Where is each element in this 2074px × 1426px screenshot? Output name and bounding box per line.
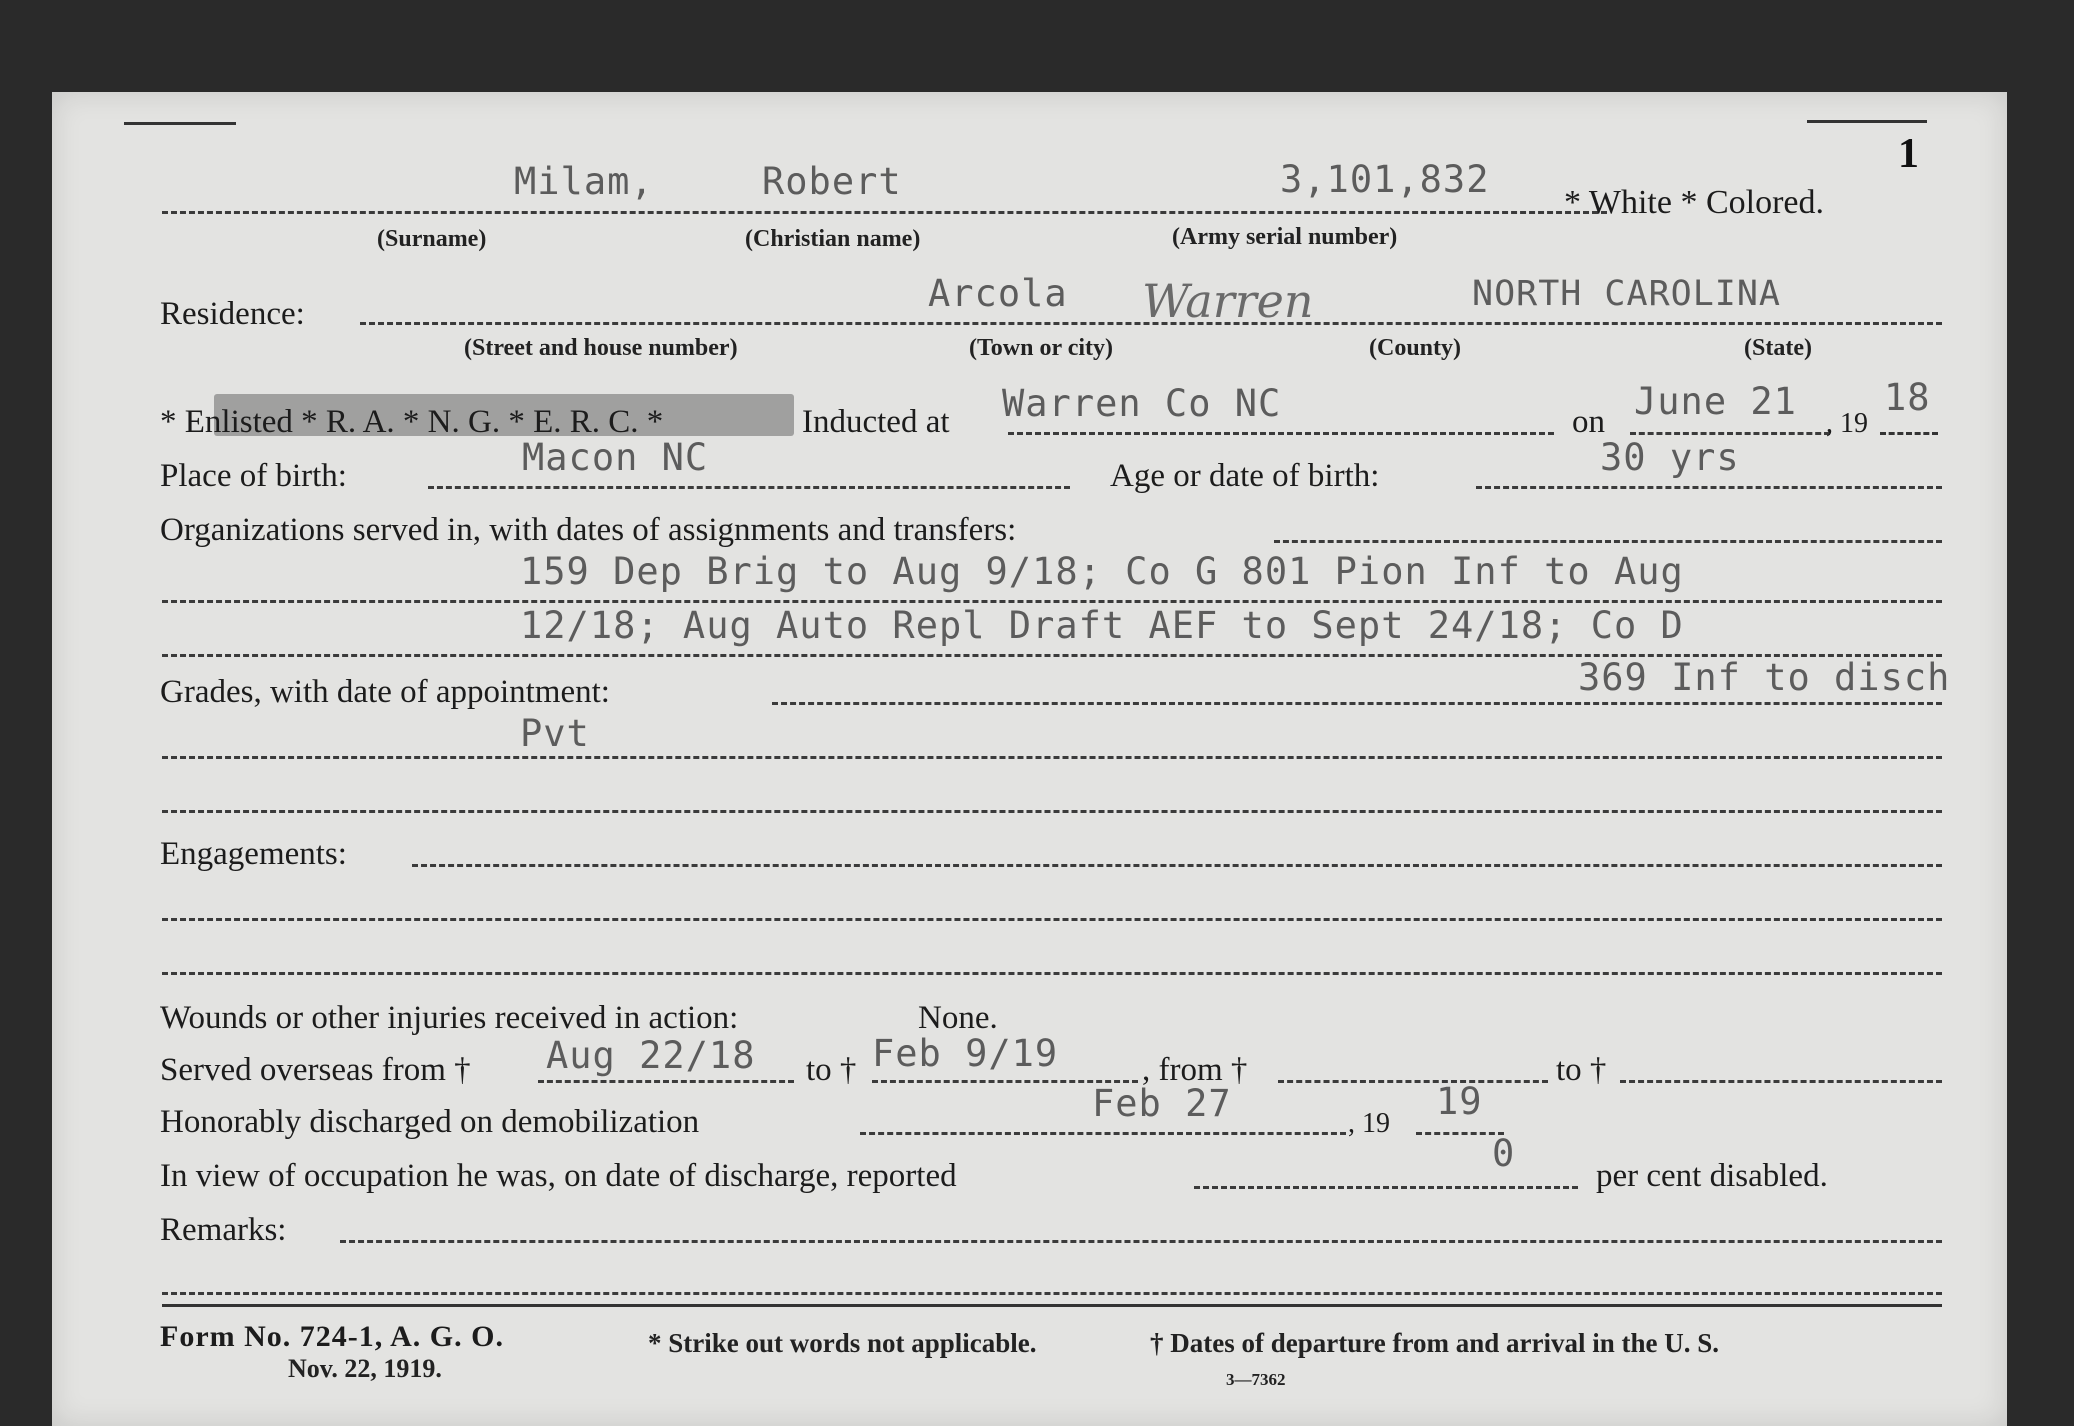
top-left-rule (124, 122, 236, 125)
disabled-percent-value: 0 (1492, 1132, 1516, 1175)
grades-label: Grades, with date of appointment: (160, 674, 610, 710)
on-label: on (1572, 404, 1605, 440)
grades-line-2 (162, 810, 1942, 813)
residence-town: Arcola (928, 272, 1068, 315)
serial-number-value: 3,101,832 (1280, 158, 1490, 201)
engagements-line-1 (162, 918, 1942, 921)
residence-label: Residence: (160, 296, 305, 332)
wounds-value: None. (918, 1000, 998, 1036)
occupation-label: In view of occupation he was, on date of discharge, reported (160, 1158, 957, 1194)
age-label: Age or date of birth: (1110, 458, 1380, 494)
inducted-year-value: 18 (1884, 376, 1931, 419)
street-caption: (Street and house number) (464, 335, 738, 361)
inducted-date-line (1630, 432, 1830, 435)
overseas-from-line (538, 1080, 794, 1083)
organizations-entry-2: 12/18; Aug Auto Repl Draft AEF to Sept 24/18; Co D (520, 604, 1684, 647)
form-number: Form No. 724-1, A. G. O. (160, 1320, 504, 1353)
surname-caption: (Surname) (377, 226, 487, 252)
print-code: 3—7362 (1226, 1370, 1286, 1389)
grades-line-0 (772, 702, 1942, 705)
place-of-birth-label: Place of birth: (160, 458, 347, 494)
inducted-at-value: Warren Co NC (1002, 382, 1282, 425)
engagements-label: Engagements: (160, 836, 347, 872)
enlisted-options: * Enlisted * R. A. * N. G. * E. R. C. * (160, 404, 664, 440)
disabled-line (1194, 1186, 1578, 1189)
served-overseas-label: Served overseas from † (160, 1052, 471, 1088)
remarks-line-1 (162, 1292, 1942, 1295)
inducted-at-line (1008, 432, 1554, 435)
page-number: 1 (1898, 131, 1919, 177)
year-prefix: , 19 (1826, 408, 1868, 439)
organizations-entry-3: 369 Inf to disch (1578, 656, 1951, 699)
place-of-birth-line (428, 486, 1070, 489)
age-line (1476, 486, 1942, 489)
overseas-to2-line (1620, 1080, 1942, 1083)
discharge-year-value: 19 (1436, 1080, 1483, 1123)
inducted-year-line (1880, 432, 1938, 435)
remarks-line-0 (340, 1240, 1942, 1243)
dates-note: † Dates of departure from and arrival in the U. S. (1150, 1328, 1719, 1358)
state-caption: (State) (1744, 335, 1812, 361)
race-options: * White * Colored. (1564, 184, 1824, 221)
christian-name-value: Robert (762, 160, 902, 203)
christian-caption: (Christian name) (745, 226, 921, 252)
grades-line-1 (162, 756, 1942, 759)
organizations-line-0 (1274, 540, 1942, 543)
strike-note: * Strike out words not applicable. (648, 1328, 1037, 1358)
overseas-from2-label: , from † (1142, 1052, 1248, 1088)
inducted-at-label: Inducted at (802, 404, 950, 440)
overseas-from-value: Aug 22/18 (546, 1034, 756, 1077)
serial-caption: (Army serial number) (1172, 224, 1398, 250)
engagements-line-2 (162, 972, 1942, 975)
engagements-line-0 (412, 864, 1942, 867)
top-right-rule (1807, 120, 1927, 123)
overseas-to-value: Feb 9/19 (872, 1032, 1059, 1075)
name-line (162, 211, 1607, 214)
residence-state: NORTH CAROLINA (1472, 274, 1782, 314)
overseas-from2-line (1278, 1080, 1548, 1083)
place-of-birth-value: Macon NC (522, 436, 709, 479)
discharge-date-value: Feb 27 (1092, 1082, 1232, 1125)
county-caption: (County) (1369, 335, 1462, 361)
grades-value: Pvt (520, 712, 590, 755)
overseas-to-label: to † (806, 1052, 857, 1088)
inducted-date-value: June 21 (1634, 380, 1797, 423)
surname-value: Milam, (514, 160, 654, 203)
discharged-line (860, 1132, 1346, 1135)
overseas-to2-label: to † (1556, 1052, 1607, 1088)
age-value: 30 yrs (1600, 436, 1740, 479)
organizations-line-1 (162, 600, 1942, 603)
per-cent-label: per cent disabled. (1596, 1158, 1828, 1194)
wounds-label: Wounds or other injuries received in action: (160, 1000, 739, 1036)
residence-county: Warren (1142, 274, 1314, 328)
discharge-year-line (1416, 1132, 1504, 1135)
discharged-label: Honorably discharged on demobilization (160, 1104, 700, 1140)
discharge-year-prefix: , 19 (1348, 1108, 1390, 1139)
footer-rule (162, 1304, 1942, 1307)
organizations-entry-1: 159 Dep Brig to Aug 9/18; Co G 801 Pion Inf to Aug (520, 550, 1684, 593)
service-record-card (52, 92, 2007, 1426)
organizations-label: Organizations served in, with dates of assignments and transfers: (160, 512, 1017, 548)
form-date: Nov. 22, 1919. (288, 1354, 442, 1383)
town-caption: (Town or city) (969, 335, 1113, 361)
remarks-label: Remarks: (160, 1212, 287, 1248)
